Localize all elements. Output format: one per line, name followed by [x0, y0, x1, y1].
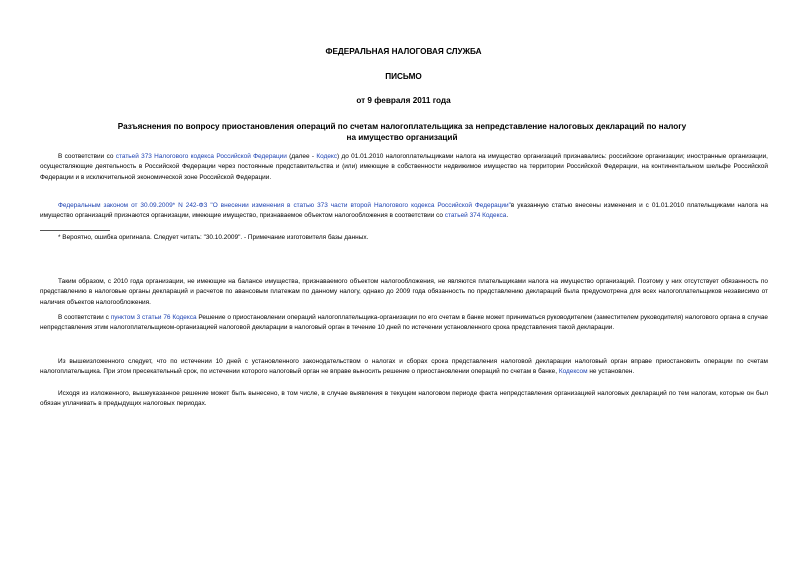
- paragraph-4: [40, 313, 768, 334]
- paragraph-1: [40, 152, 768, 183]
- document-type: ПИСЬМО: [385, 72, 422, 81]
- paragraph-2: [40, 201, 768, 222]
- paragraph-1-text-a: В соответствии со: [58, 153, 116, 160]
- paragraph-2-text-b: .: [506, 212, 509, 220]
- link-kodeks[interactable]: Кодекс: [316, 153, 338, 160]
- footnote-divider: [40, 230, 110, 231]
- paragraph-6: Исходя из изложенного, вышеуказанное решение может быть вынесено, в том числе, в случае выявления в текущем налоговом периоде факта непредставления организацией налоговых деклараций по тем налогам, которые он был обязан уплачивать в предыдущих налоговых периодах.: [40, 390, 768, 408]
- paragraph-3: Таким образом, с 2010 года организации, не имеющие на балансе имущества, признаваемого объектом налогообложения, не являются плательщиками налога на имущество организаций. Поэтому у них отсутствует обязанность по представлению в налоговые органы деклараций и расчетов по авансовым платежам по данному налогу, однако до 2009 года обязанность по представлению деклараций была предусмотрена для всех налогоплательщиков независимо от наличия объектов налогообложения.: [40, 278, 768, 306]
- link-article-76[interactable]: пунктом 3 статьи 76 Кодекса: [110, 314, 197, 321]
- paragraph-5-text-b: не установлен.: [587, 368, 635, 376]
- agency-name: ФЕДЕРАЛЬНАЯ НАЛОГОВАЯ СЛУЖБА: [325, 47, 482, 56]
- document-date: от 9 февраля 2011 года: [356, 96, 451, 105]
- link-kodeksom[interactable]: Кодексом: [558, 368, 588, 376]
- paragraph-5: [40, 357, 768, 378]
- link-article-373[interactable]: статьей 373 Налогового кодекса Российской Федерации: [115, 153, 287, 160]
- paragraph-1-text-c: ) до 01.01.2010 налогоплательщиками налога на имущество организаций признавались: российские организации; иностранные организации, осуществляющие деятельность в Российской Федерации через постоянные представительства и (или) имеющие в собственности недвижимое имущество на территории Российской Федерации, на континентальном шельфе Российской Федерации и в исключительной экономической зоне Российской Федерации.: [40, 153, 768, 181]
- paragraph-2-text-a: в указанную статью внесены изменения и с 01.01.2010 плательщиками налога на имущество организаций признаются организации, имеющие имущество, признаваемое объектом налогообложения в соответствии со: [40, 202, 768, 220]
- paragraph-4-text-a: В соответствии с: [58, 314, 111, 321]
- link-article-374[interactable]: статьей 374 Кодекса: [444, 212, 507, 220]
- footnote: * Вероятно, ошибка оригинала. Следует читать: "30.10.2009". - Примечание изготовителя базы данных.: [58, 234, 369, 241]
- link-federal-law-242[interactable]: Федеральным законом от 30.09.2009* N 242-ФЗ "О внесении изменения в статью 373 части второй Налогового кодекса Российской Федерации": [58, 202, 511, 209]
- paragraph-1-text-b: (далее -: [286, 153, 317, 160]
- paragraph-4-text-b: Решение о приостановлении операций налогоплательщика-организации по его счетам в банке может приниматься руководителем (заместителем руководителя) налогового органа в случае непредставления этим налогоплательщиком-организацией налоговой декларации в налоговый орган в течение 10 дней по истечении установленного срока представления такой декларации.: [40, 314, 768, 332]
- paragraph-5-text-a: Из вышеизложенного следует, что по истечении 10 дней с установленного законодательством о налогах и сборах срока представления налоговой декларации налоговый орган вправе приостановить операции по счетам налогоплательщика. При этом пресекательный срок, по истечении которого налоговый орган не вправе выносить решение о приостановлении операций по счетам в банке,: [40, 358, 768, 376]
- document-subject: Разъяснения по вопросу приостановления операций по счетам налогоплательщика за непредставление налоговых деклараций по налогу на имущество организаций: [117, 122, 687, 142]
